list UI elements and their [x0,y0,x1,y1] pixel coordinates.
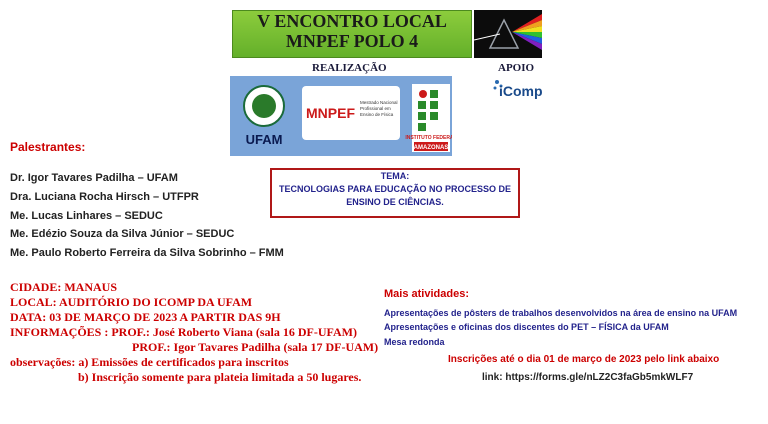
registration-link[interactable]: link: https://forms.gle/nLZ2C3faGb5mkWLF7 [482,372,694,383]
registration-notice: Inscrições até o dia 01 de março de 2023 pelo link abaixo [448,354,720,365]
event-title-line2: MNPEF POLO 4 [285,31,419,51]
contact-info-prof2: PROF.: Igor Tavares Padilha (sala 17 DF-UAM) [132,340,379,354]
icomp-logo [491,76,549,100]
theme-line1: TECNOLOGIAS PARA EDUCAÇÃO NO PROCESSO DE [278,184,512,194]
activity-item: Apresentações e oficinas dos discentes do PET – FÍSICA da UFAM [384,322,669,332]
speaker-item: Me. Edézio Souza da Silva Júnior – SEDUC [10,228,235,240]
realizacao-label: REALIZAÇÃO [312,62,387,74]
theme-label: TEMA: [380,171,410,181]
date-info: DATA: 03 DE MARÇO DE 2023 A PARTIR DAS 9H [10,310,281,324]
notes-info: observações: a) Emissões de certificados para inscritos [10,355,289,369]
contact-info: INFORMAÇÕES : PROF.: José Roberto Viana (sala 16 DF-UFAM) [10,325,357,339]
speaker-item: Me. Lucas Linhares – SEDUC [10,210,163,222]
notes-info-b: b) Inscrição somente para plateia limitada a 50 lugares. [78,370,362,384]
speaker-item: Me. Paulo Roberto Ferreira da Silva Sobrinho – FMM [10,247,284,259]
theme-line2: ENSINO DE CIÊNCIAS. [346,197,444,207]
icomp-logo-text: iComp [499,83,543,99]
ufam-logo-text: UFAM [245,132,283,147]
more-activities-heading: Mais atividades: [384,288,469,300]
city-info: CIDADE: MANAUS [10,280,117,294]
location-info: LOCAL: AUDITÓRIO DO ICOMP DA UFAM [10,295,253,309]
icomp-logo-graphic [491,76,549,100]
theme-box [270,168,520,218]
svg-text:Mestrado Nacional Profis: Mestrado Nacional Profissional em Ensino de Física [360,100,398,117]
activity-item: Mesa redonda [384,337,445,347]
apoio-label: APOIO [498,62,535,74]
if-logo-text-line1: INSTITUTO FEDERAL [405,135,452,141]
speaker-item: Dra. Luciana Rocha Hirsch – UTFPR [10,191,199,203]
organizer-logos [230,76,452,156]
event-title-line1: V ENCONTRO LOCAL [257,11,447,31]
if-logo-text-line2: AMAZONAS [413,145,449,151]
activity-item: Apresentações de pôsters de trabalhos desenvolvidos na área de ensino na UFAM [384,308,738,318]
event-title-banner [232,10,472,58]
prism-icon [474,10,542,58]
speakers-heading: Palestrantes: [10,140,86,154]
organizer-logos-graphic [230,76,452,156]
mnpef-logo-text: MNPEF [306,105,355,121]
speaker-item: Dr. Igor Tavares Padilha – UFAM [10,172,178,184]
prism-image [474,10,542,58]
